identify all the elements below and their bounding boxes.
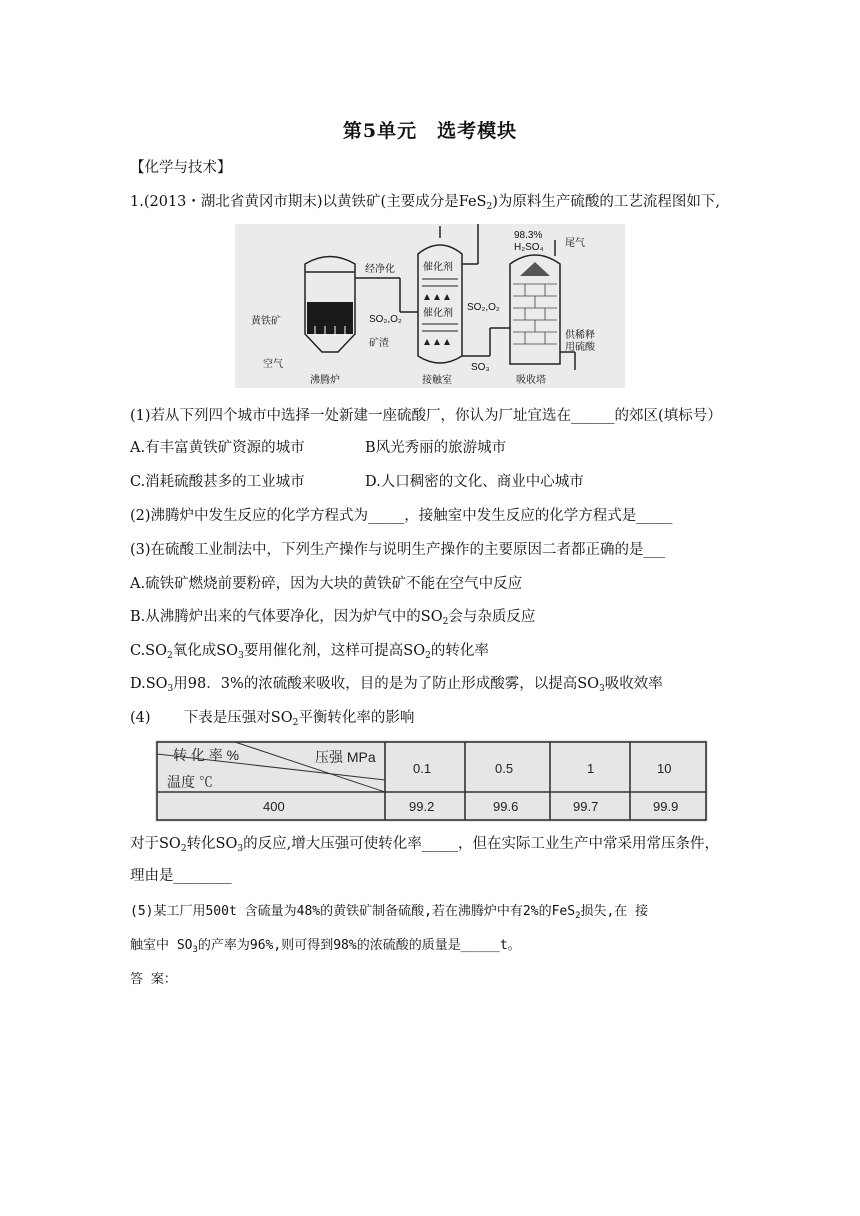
q3-d-sub-2: 3 <box>599 684 605 694</box>
q4-sub: 2 <box>292 718 299 728</box>
q3-option-a: A.硫铁矿燃烧前要粉碎，因为大块的黄铁矿不能在空气中反应 <box>130 576 523 592</box>
label-purify: 经净化 <box>365 264 395 275</box>
label-so2o2-a: SO₂,O₂ <box>369 314 402 325</box>
answer-label: 答 案： <box>130 972 177 987</box>
q3-c-text-3: 要用催化剂，这样可提高SO <box>243 643 426 659</box>
question-1-part-1: (1)若从下列四个城市中选择一处新建一座硫酸厂，你认为厂址宜选在______的郊区(填标号） <box>130 408 722 424</box>
q1-intro-sub: 2 <box>486 202 493 212</box>
q3-c-text-2: 氧化成SO <box>172 643 239 659</box>
q3-option-c <box>130 641 489 666</box>
pressure-1: 0.5 <box>495 761 514 776</box>
label-contact: 接触室 <box>422 375 452 386</box>
question-1-part-5-line-1 <box>130 902 648 926</box>
q4f-text-2: 转化SO <box>186 836 238 852</box>
q3-b-sub: 2 <box>442 617 449 627</box>
label-h2so4: H₂SO₄ <box>514 242 544 253</box>
tower-spray-head <box>520 262 550 276</box>
q3-c-sub-2: 3 <box>238 651 244 661</box>
q4-text: 下表是压强对SO <box>183 710 293 726</box>
q4f-text-3: 的反应,增大压强可使转化率_____，但在实际工业生产中常采用常压条件， <box>243 836 719 852</box>
q5-text: (5)某工厂用500t 含硫量为48%的黄铁矿制备硫酸,若在沸腾炉中有2%的FeS <box>130 904 576 919</box>
q3-d-text-2: 用98．3%的浓硫酸来吸收，目的是为了防止形成酸雾，以提高SO <box>173 676 600 692</box>
label-so2o2-b: SO₂,O₂ <box>467 302 500 313</box>
q4f-sub-1: 2 <box>180 844 187 854</box>
label-dilute-2: 用硫酸 <box>565 342 595 353</box>
q3-c-text-4: 的转化率 <box>430 643 489 659</box>
question-1-part-2: (2)沸腾炉中发生反应的化学方程式为_____，接触室中发生反应的化学方程式是_____ <box>130 508 673 524</box>
question-1-part-3: (3)在硫酸工业制法中，下列生产操作与说明生产操作的主要原因二者都正确的是___ <box>130 542 666 558</box>
furnace-ore-bed <box>307 302 353 334</box>
option-row-cd <box>130 472 584 492</box>
label-catalyst-1: 催化剂 <box>423 262 453 273</box>
conversion-2: 99.7 <box>573 799 599 814</box>
q3-b-text: B.从沸腾炉出来的气体要净化，因为炉气中的SO <box>130 609 443 625</box>
label-dilute-1: 供稀释 <box>565 330 595 341</box>
q4-follow-line-2: 理由是________ <box>130 868 232 884</box>
label-furnace: 沸腾炉 <box>310 375 340 386</box>
conversion-table-svg <box>155 740 708 822</box>
q3-option-b <box>130 607 535 632</box>
q1-intro-text: 1.(2013・湖北省黄冈市期末)以黄铁矿(主要成分是FeS <box>130 194 487 210</box>
q5-text-2: 损失,在 接 <box>580 904 649 919</box>
option-c: C.消耗硫酸甚多的工业城市 <box>130 474 305 490</box>
label-so3: SO₃ <box>471 362 490 373</box>
pressure-0: 0.1 <box>413 761 432 776</box>
table-corner-rate: 转 化 率 % <box>173 747 240 763</box>
section-heading: 【化学与技术】 <box>130 160 232 176</box>
q5-sub-1: 2 <box>575 911 581 921</box>
q3-c-text: C.SO <box>130 643 168 659</box>
label-pyrite: 黄铁矿 <box>251 316 281 327</box>
option-row-ab <box>130 438 507 458</box>
conversion-3: 99.9 <box>653 799 679 814</box>
q3-d-text: D.SO <box>130 676 168 692</box>
q5-text-3: 触室中 SO <box>130 938 193 953</box>
q3-d-sub-1: 3 <box>167 684 174 694</box>
q4-text-2: 平衡转化率的影响 <box>298 710 415 726</box>
q5-text-4: 的产率为96%,则可得到98%的浓硫酸的质量是_____t。 <box>197 938 521 953</box>
question-1-intro <box>130 192 720 217</box>
conversion-rate-table <box>155 740 708 822</box>
q4f-text: 对于SO <box>130 836 181 852</box>
label-slag: 矿渣 <box>369 338 389 349</box>
question-1-part-4 <box>130 708 414 733</box>
q3-c-sub-1: 2 <box>167 651 173 661</box>
table-corner-temp: 温度 ℃ <box>167 774 213 790</box>
q3-c-sub-3: 2 <box>425 651 431 661</box>
temperature-value: 400 <box>263 799 285 814</box>
q5-sub-2: 3 <box>192 945 198 955</box>
page-title: 第5单元 选考模块 <box>342 120 518 142</box>
process-flow-diagram <box>235 224 625 388</box>
q3-option-d <box>130 674 663 699</box>
pressure-2: 1 <box>587 761 595 776</box>
label-absorb: 吸收塔 <box>516 375 546 386</box>
label-h2so4-pct: 98.3% <box>514 230 543 241</box>
option-d: D.人口稠密的文化、商业中心城市 <box>365 474 584 490</box>
question-1-part-5-line-2 <box>130 936 521 960</box>
conversion-1: 99.6 <box>493 799 519 814</box>
pressure-3: 10 <box>657 761 672 776</box>
option-a: A.有丰富黄铁矿资源的城市 <box>130 440 305 456</box>
option-b: B风光秀丽的旅游城市 <box>365 440 507 456</box>
q4-number: (4) <box>130 710 151 726</box>
q4-follow-line-1 <box>130 834 719 859</box>
label-air: 空气 <box>263 359 283 370</box>
process-flow-figure <box>235 224 625 388</box>
q1-intro-text-2: )为原料生产硫酸的工艺流程图如下, <box>492 194 720 210</box>
label-tail-gas: 尾气 <box>565 238 585 249</box>
q4f-sub-2: 3 <box>237 844 244 854</box>
q3-d-text-3: 吸收效率 <box>604 676 663 692</box>
label-catalyst-2: 催化剂 <box>423 308 453 319</box>
table-corner-pressure: 压强 MPa <box>315 749 376 765</box>
conversion-0: 99.2 <box>409 799 435 814</box>
q3-b-text-2: 会与杂质反应 <box>448 609 536 625</box>
